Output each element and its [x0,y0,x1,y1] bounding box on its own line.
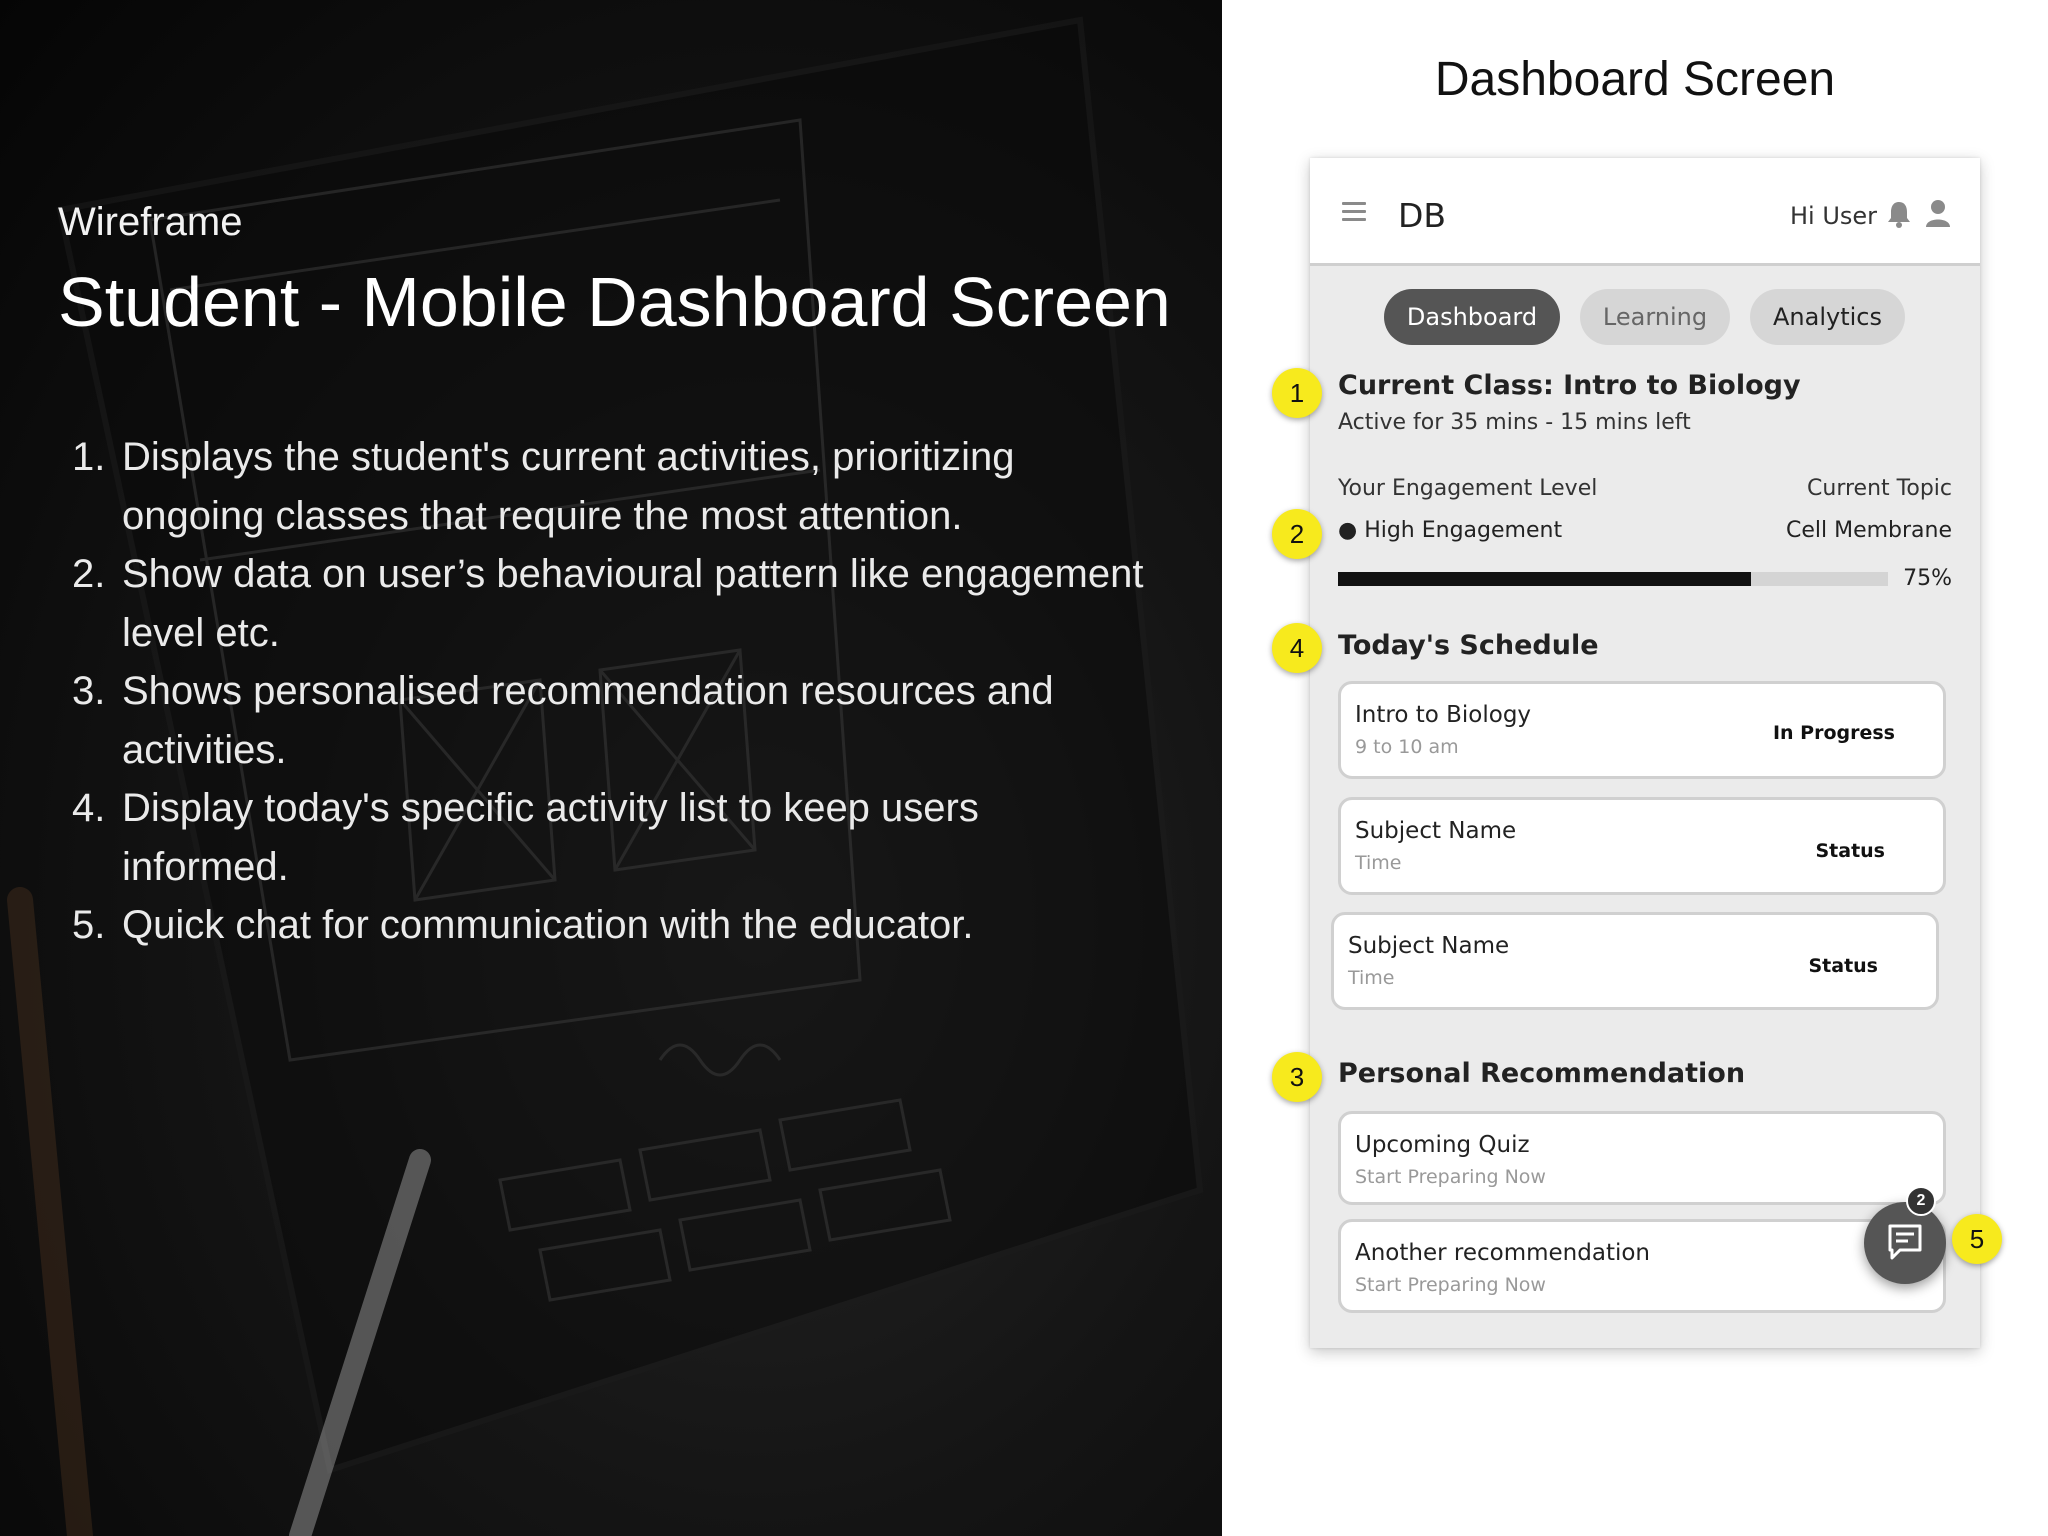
recommendation-subtitle: Start Preparing Now [1355,1274,1546,1296]
annotation-marker-5: 5 [1952,1214,2002,1264]
note-number: 1. [72,435,106,479]
recommendation-heading: Personal Recommendation [1338,1058,1746,1089]
schedule-card[interactable] [1338,797,1946,895]
mobile-dashboard-mockup [1289,158,1985,1348]
feature-notes-list [72,428,1152,955]
recommendation-card[interactable] [1338,1111,1946,1205]
note-number: 3. [72,669,106,713]
annotation-marker-4: 4 [1272,623,1322,673]
schedule-time: Time [1355,852,1402,874]
schedule-heading: Today's Schedule [1338,630,1599,661]
menu-icon[interactable] [1342,202,1366,222]
tab-analytics[interactable]: Analytics [1750,289,1905,345]
current-topic-value: Cell Membrane [1785,518,1952,543]
engagement-progress-bar [1338,572,1888,586]
recommendation-card[interactable] [1338,1219,1946,1313]
note-item [72,896,1152,955]
chat-icon [1884,1222,1926,1264]
note-number: 4. [72,786,106,830]
app-logo: DB [1398,196,1447,235]
schedule-status: In Progress [1772,722,1895,744]
current-class-subtitle: Active for 35 mins - 15 mins left [1338,410,1691,435]
schedule-subject: Intro to Biology [1355,702,1532,728]
recommendation-title: Another recommendation [1355,1240,1651,1266]
note-text: Display today's specific activity list to keep users informed. [122,786,979,889]
note-text: Displays the student's current activities, prioritizing ongoing classes that require the most attention. [122,435,1015,538]
user-greeting: Hi User [1790,202,1878,230]
note-item [72,662,1152,779]
engagement-progress-fill [1338,572,1751,586]
tab-learning[interactable]: Learning [1580,289,1730,345]
note-number: 2. [72,552,106,596]
user-icon[interactable] [1924,198,1952,228]
note-item [72,428,1152,545]
current-topic-label: Current Topic [1807,476,1952,501]
schedule-subject: Subject Name [1348,933,1510,959]
note-item [72,545,1152,662]
schedule-subject: Subject Name [1355,818,1517,844]
note-item [72,779,1152,896]
annotation-marker-2: 2 [1272,509,1322,559]
schedule-time: 9 to 10 am [1355,736,1459,758]
screen-title: Dashboard Screen [1434,53,1836,106]
schedule-time: Time [1348,967,1395,989]
page-title: Student - Mobile Dashboard Screen [58,263,1171,341]
current-class-title[interactable]: Current Class: Intro to Biology [1338,370,1801,401]
note-number: 5. [72,903,106,947]
annotation-marker-1: 1 [1272,368,1322,418]
quick-chat-button[interactable] [1864,1192,1946,1284]
note-text: Show data on user’s behavioural pattern like engagement level etc. [122,552,1144,655]
recommendation-subtitle: Start Preparing Now [1355,1166,1546,1188]
note-text: Shows personalised recommendation resources and activities. [122,669,1054,772]
engagement-percent: 75% [1903,566,1952,591]
recommendation-title: Upcoming Quiz [1355,1132,1530,1158]
app-bar [1310,158,1980,266]
schedule-card[interactable] [1331,912,1939,1010]
engagement-label: Your Engagement Level [1338,476,1598,501]
wireframe-label: Wireframe [58,200,243,244]
schedule-card[interactable] [1338,681,1946,779]
chat-notification-badge: 2 [1906,1186,1936,1216]
tab-dashboard[interactable]: Dashboard [1384,289,1560,345]
note-text: Quick chat for communication with the educator. [122,903,974,947]
annotation-marker-3: 3 [1272,1052,1322,1102]
schedule-status: Status [1815,840,1885,862]
engagement-value: ● High Engagement [1338,518,1563,543]
bell-icon[interactable] [1886,200,1912,228]
schedule-status: Status [1808,955,1878,977]
